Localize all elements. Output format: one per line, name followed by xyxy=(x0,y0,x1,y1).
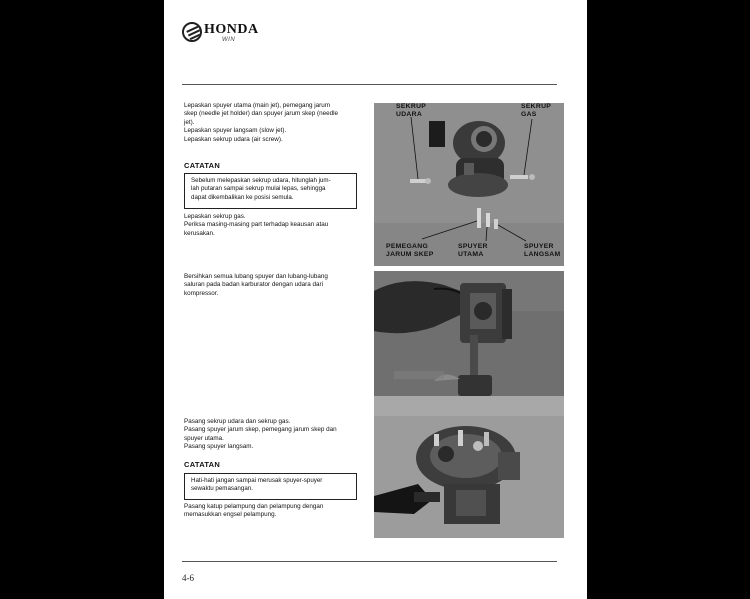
label-sekrup-udara: SEKRUP UDARA xyxy=(396,103,427,118)
footer-rule xyxy=(182,561,557,562)
header-rule xyxy=(182,84,557,85)
text-line: Lepaskan sekrup gas. xyxy=(184,213,246,220)
note-line: dapat dikembalikan ke posisi semula. xyxy=(191,193,294,201)
text-line: Pasang spuyer jarum skep, pemegang jarum skep dan xyxy=(184,426,337,434)
instruction-float xyxy=(184,503,323,520)
instruction-clean xyxy=(184,273,328,298)
label-spuyer-langsam: SPUYER LANGSAM xyxy=(524,243,561,258)
carburetor-parts-illustration xyxy=(374,103,564,266)
note-line: Sebelum melepaskan sekrup udara, hitunglah jum- xyxy=(191,177,331,184)
instruction-install xyxy=(184,418,337,452)
text-line: Lepaskan spuyer utama (main jet), pemegang jarum xyxy=(184,102,330,109)
assembly-photo xyxy=(374,396,564,538)
label-spuyer-utama: SPUYER UTAMA xyxy=(458,243,488,258)
note-heading: CATATAN xyxy=(184,460,221,469)
label-sekrup-gas: SEKRUP GAS xyxy=(521,103,552,118)
text-line: Pasang spuyer langsam. xyxy=(184,443,254,451)
text-line: spuyer utama. xyxy=(184,434,224,442)
brand-name: HONDA xyxy=(204,22,259,37)
carburetor-parts-photo xyxy=(374,103,564,266)
cleaning-illustration xyxy=(374,271,564,396)
text-line: Lepaskan sekrup udara (air screw). xyxy=(184,135,283,143)
text-line: jet). xyxy=(184,118,195,126)
brand-sub: WIN xyxy=(222,37,236,43)
text-line: Lepaskan spuyer langsam (slow jet). xyxy=(184,127,287,135)
text-line: Bersihkan semua lubang spuyer dan lubang-lubang xyxy=(184,273,328,280)
text-line: memasukkan engsel pelampung. xyxy=(184,511,277,519)
assembly-illustration xyxy=(374,396,564,538)
text-line: Periksa masing-masing part terhadap keausan atau xyxy=(184,221,329,229)
cleaning-photo xyxy=(374,271,564,396)
text-line: kerusakan. xyxy=(184,229,215,237)
note-box xyxy=(184,473,357,500)
honda-logo xyxy=(182,22,272,46)
text-line: saluran pada badan karburator dengan udara dari xyxy=(184,281,323,289)
page-number: 4-6 xyxy=(182,573,194,583)
note-line: Hati-hati jangan sampai merusak spuyer-spuyer xyxy=(191,477,323,484)
honda-wing-icon xyxy=(182,22,202,42)
instruction-inspect xyxy=(184,213,328,238)
text-line: skep (needle jet holder) dan spuyer jarum skep (needle xyxy=(184,110,339,118)
text-line: Pasang katup pelampung dan pelampung dengan xyxy=(184,503,324,510)
note-box xyxy=(184,173,357,209)
instruction-removal xyxy=(184,102,338,144)
note-line: sewaktu pemasangan. xyxy=(191,485,253,493)
note-line: lah putaran sampai sekrup mulai lepas, sehingga xyxy=(191,185,326,193)
text-line: Pasang sekrup udara dan sekrup gas. xyxy=(184,418,291,425)
manual-page xyxy=(164,0,587,599)
note-heading: CATATAN xyxy=(184,161,221,170)
text-line: kompressor. xyxy=(184,289,219,297)
label-pemegang-jarum-skep: PEMEGANG JARUM SKEP xyxy=(386,243,434,258)
